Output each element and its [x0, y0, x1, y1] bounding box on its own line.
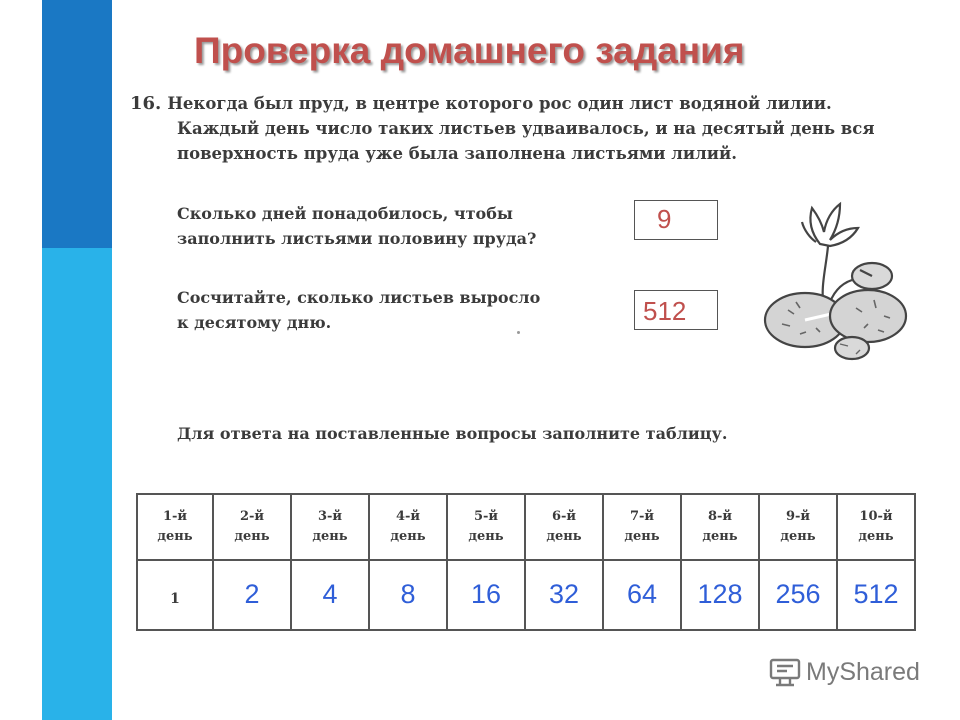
days-table [136, 493, 916, 631]
day-1-value: 1 [170, 591, 180, 607]
slide-title: Проверка домашнего задания [194, 30, 745, 71]
table-header-cell [681, 494, 759, 560]
table-value-cell [681, 560, 759, 630]
instruction-text: Для ответа на поставленные вопросы заполните таблицу. [177, 424, 728, 443]
scan-speck [517, 331, 520, 334]
watermark-text: MyShared [806, 657, 920, 686]
day-9-value: 256 [775, 579, 821, 609]
table-header-cell [837, 494, 915, 560]
header-day-number: 3-й [317, 509, 343, 524]
question-2-line-1: Сосчитайте, сколько листьев выросло [177, 288, 541, 307]
table-header-cell [603, 494, 681, 560]
table-value-cell [369, 560, 447, 630]
header-day-word: день [312, 529, 348, 544]
header-day-word: день [780, 529, 816, 544]
question-1-line-1: Сколько дней понадобилось, чтобы [177, 204, 513, 223]
table-value-cell [291, 560, 369, 630]
problem-text [130, 91, 875, 166]
header-day-number: 7-й [629, 509, 655, 524]
day-2-value: 2 [244, 579, 260, 609]
day-4-value: 8 [400, 579, 416, 609]
table-value-cell [759, 560, 837, 630]
header-day-word: день [858, 529, 894, 544]
day-6-value: 32 [548, 579, 580, 609]
answer-box-2: 512 [634, 290, 718, 330]
header-day-number: 1-й [162, 509, 188, 524]
table-header-cell [213, 494, 291, 560]
question-2-line-2: к десятому дню. [177, 313, 332, 332]
header-day-word: день [390, 529, 426, 544]
table-values-row [137, 560, 915, 630]
answer-box-1: 9 [634, 200, 718, 240]
header-day-word: день [702, 529, 738, 544]
header-day-word: день [624, 529, 660, 544]
header-day-number: 5-й [473, 509, 499, 524]
table-header-cell [525, 494, 603, 560]
side-bar-light [42, 248, 112, 720]
header-day-word: день [157, 529, 193, 544]
water-lily-icon [760, 198, 910, 373]
table-value-cell [447, 560, 525, 630]
problem-line-2: Каждый день число таких листьев удваивалось, и на десятый день вся [177, 119, 875, 138]
header-day-number: 2-й [239, 509, 265, 524]
day-10-value: 512 [853, 579, 899, 609]
header-day-number: 6-й [551, 509, 577, 524]
table-value-cell [137, 560, 213, 630]
table-value-cell [213, 560, 291, 630]
day-5-value: 16 [470, 579, 502, 609]
table-header-cell [759, 494, 837, 560]
side-bar-dark [42, 0, 112, 248]
question-2 [177, 285, 540, 335]
header-day-number: 8-й [707, 509, 733, 524]
problem-number: 16. [130, 93, 162, 114]
day-7-value: 64 [626, 579, 658, 609]
table-header-cell [137, 494, 213, 560]
header-day-word: день [468, 529, 504, 544]
table-value-cell [603, 560, 681, 630]
day-8-value: 128 [697, 579, 743, 609]
header-day-number: 10-й [859, 509, 893, 524]
header-day-word: день [546, 529, 582, 544]
problem-line-3: поверхность пруда уже была заполнена листьями лилий. [177, 144, 738, 163]
table-value-cell [525, 560, 603, 630]
table-header-cell [291, 494, 369, 560]
header-day-word: день [234, 529, 270, 544]
question-1-line-2: заполнить листьями половину пруда? [177, 229, 537, 248]
day-3-value: 4 [322, 579, 338, 609]
table-value-cell [837, 560, 915, 630]
header-day-number: 9-й [785, 509, 811, 524]
myshared-logo-icon [768, 656, 802, 688]
table-header-row [137, 494, 915, 560]
table-header-cell [369, 494, 447, 560]
table-header-cell [447, 494, 525, 560]
problem-line-1: Некогда был пруд, в центре которого рос один лист водяной лилии. [167, 94, 832, 113]
header-day-number: 4-й [395, 509, 421, 524]
watermark-logo[interactable] [768, 656, 920, 688]
question-1 [177, 201, 536, 251]
